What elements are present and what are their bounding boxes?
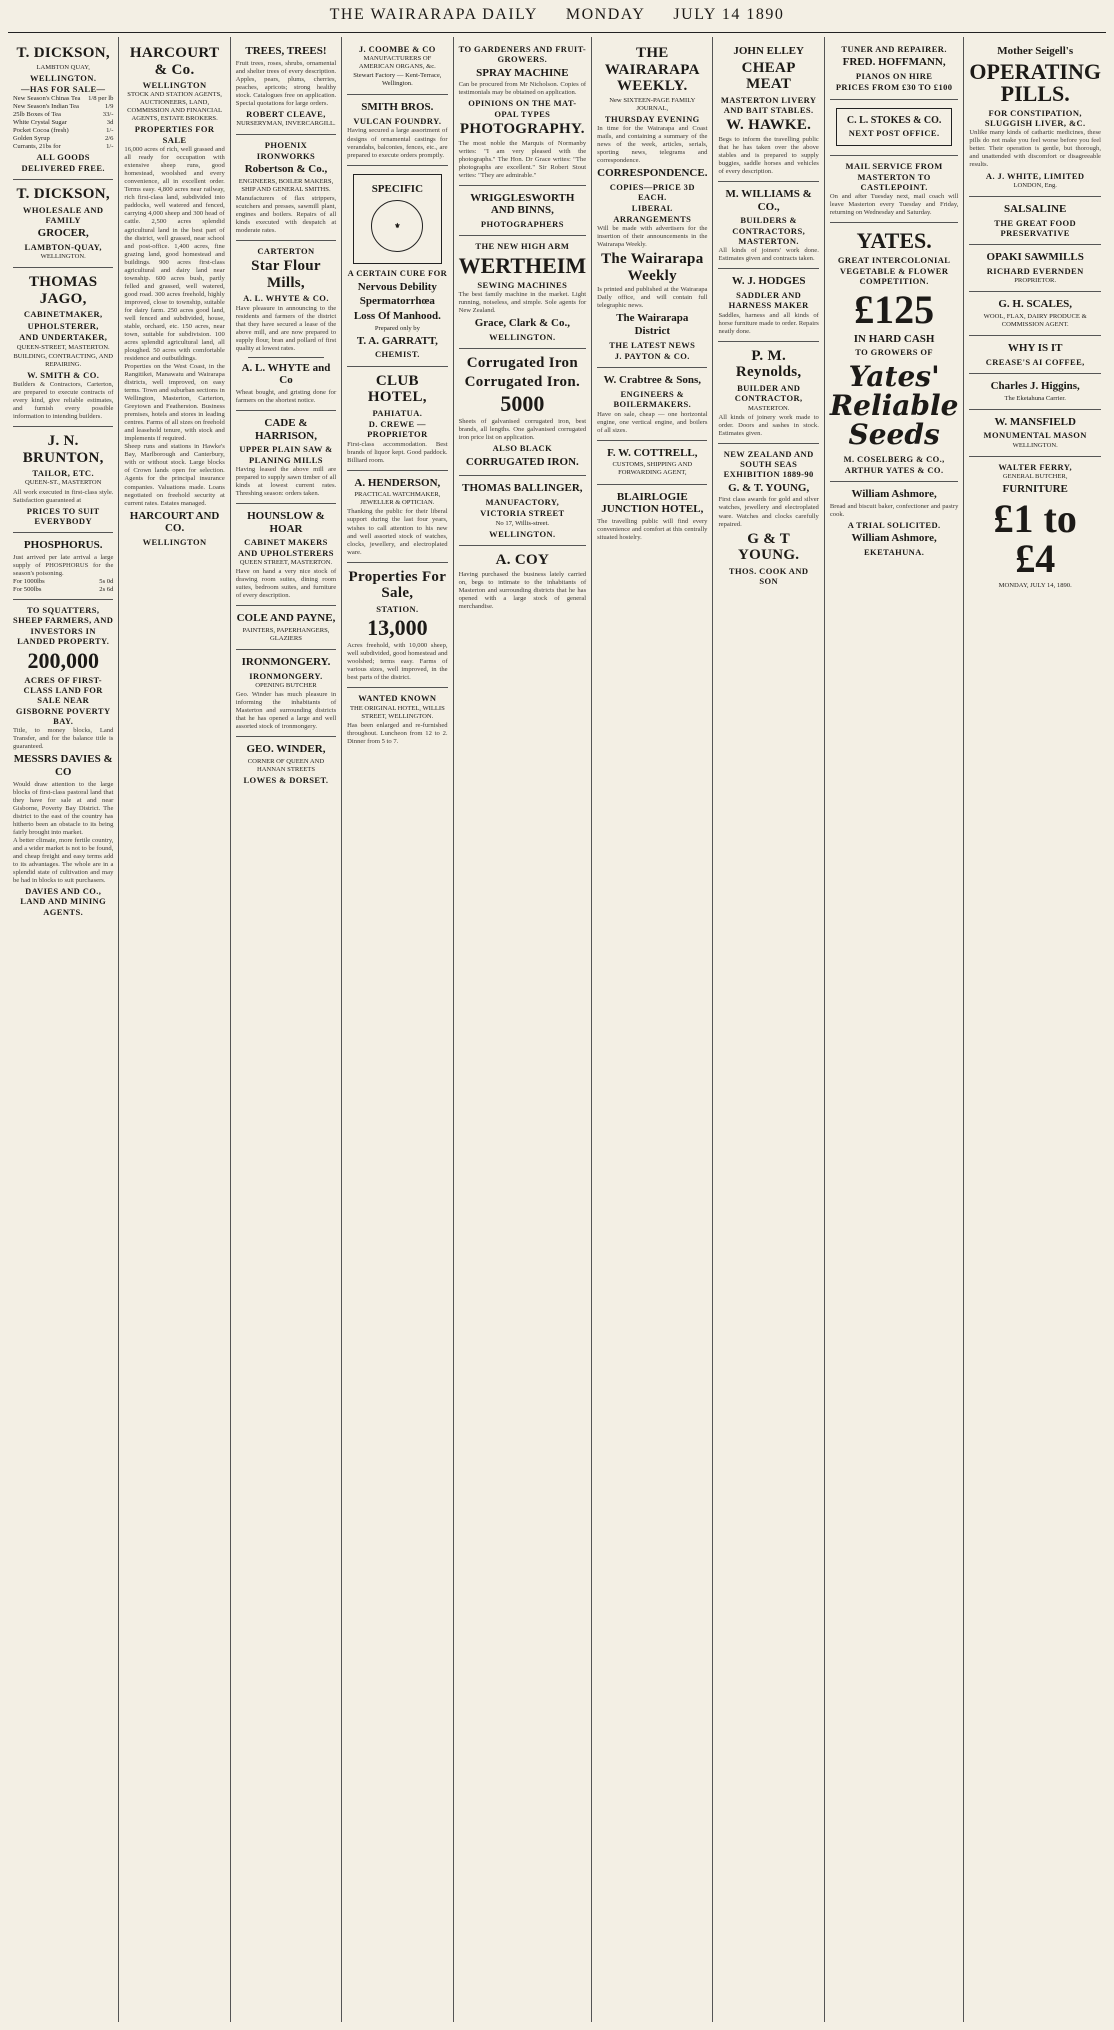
dickson-grocer-trade: GROCER, [37,227,89,240]
coy-ad: A. COY Having purchased the business lately carried on, begs to intimate to the inhabitants of Masterton and surrounding districts that he has opened with a large stock of general merchandise. [458,552,587,610]
jago-trade-1: CABINETMAKER, [23,309,103,320]
henderson-name: A. HENDERSON, [354,476,441,489]
spray-photo: PHOTOGRAPHY. [459,121,585,138]
trees-name: ROBERT CLEAVE, [246,108,326,119]
dickson-grocer-address: LAMBTON-QUAY, [24,242,102,253]
cottrell-name: F. W. COTTRELL, [607,446,698,459]
column-6 [592,37,713,2022]
davies-footer: DAVIES AND CO., LAND AND MINING AGENTS. [20,886,107,917]
brunton-address: QUEEN-ST., MASTERTON [24,479,102,487]
wrigglesworth-ad [459,186,587,237]
specific-ad [347,166,447,367]
spray-opinion: OPINIONS ON THE MAT-OPAL TYPES [468,98,577,119]
price-row: White Crystal Sugar 3d [13,119,114,127]
seigel-ad: Mother Seigell's OPERATING PILLS. FOR CONSTIPATION, SLUGGISH LIVER, &C. Unlike many kinds of cathartic medicines, these pills do not make you feel worse before you feel better. Their operation is gentle, but thorough, and unattended with discomfort or disagreeable results. A. J. WHITE, LIMITED LONDON, Eng. [969,39,1101,197]
original-hotel-ad: WANTED KNOWN THE ORIGINAL HOTEL, WILLIS STREET, WELLINGTON. Has been enlarged and re-furnished throughout. Luncheon from 12 to 2. Dinner from 5 to 7. [347,693,448,745]
masthead [8,6,1106,33]
dickson-city: WELLINGTON. [30,72,97,83]
brunton-trade: TAILOR, ETC. [32,468,94,479]
column-3 [231,37,342,2022]
specific-cure-3: Spermatorrhœa [359,295,435,308]
cole-sub: PAINTERS, PAPERHANGERS, GLAZIERS [242,626,330,642]
harcourt-sub: STOCK AND STATION AGENTS, AUCTIONEERS, LAND, COMMISSION AND FINANCIAL AGENTS, ESTATE BROKERS. [127,91,223,123]
post-title: MAIL SERVICE FROM MASTERTON TO CASTLEPOINT. [845,161,943,192]
dickson-address: LAMBTON QUAY, [36,63,90,71]
seigel-title-2: OPERATING PILLS. [969,58,1101,106]
hoffmann-pianos: PIANOS ON HIRE [855,71,933,81]
why-ad [969,336,1101,374]
ironmongery-sub: IRONMONGERY. [249,670,323,681]
elley-line: CHEAP MEAT [741,59,796,93]
crabtree-sub: ENGINEERS & BOILERMAKERS. [613,388,692,410]
squatters-title: TO SQUATTERS, SHEEP FARMERS, AND INVESTORS IN LANDED PROPERTY. [13,605,114,647]
jago-trade-2: UPHOLSTERER, [27,320,99,331]
young-exhibition: NEW ZEALAND AND SOUTH SEAS EXHIBITION 1889-90 [723,448,814,480]
ironmongery-title: IRONMONGERY. [241,656,331,669]
scales-name: G. H. SCALES, [998,298,1073,311]
harcourt-ad: HARCOURT & Co. WELLINGTON STOCK AND STATION AGENTS, AUCTIONEERS, LAND, COMMISSION AND FINANCIAL AGENTS, ESTATE BROKERS. PROPERTIES FOR SALE 16,000 acres of rich, well grassed and all ready for occupation with extensive sheep runs, good homestead, woolshed and every convenience, all in excellent order. Terms easy. 4,800 acres near railway, rich first-class land, subdivided into paddocks, well watered and fenced, carrying 4,000 sheep and 300 head of cattle. 2,500 acres splendid agricultural land in the best part of the district, well grassed, near school and post-office. 1,400 acres, fine grazing land, good homestead and buildings. 900 acres first-class agricultural and dairy land near township. 600 acres bush, partly felled and grassed, well watered, good road. 300 acres freehold, highly improved, close to township, suitable for dairy farm. 250 acres good land, well fenced and subdivided, house, stable, orchard, etc. 150 acres, near town, suitable for subdivision. 100 acres splendid agricultural land, all ploughed. 50 acres with comfortable residence and outbuildings. Properties on the West Coast, in the Rangitikei, Manawatu and Wairarapa districts, well improved, on easy terms. Town and suburban sections in Wellington, Masterton, Carterton, Greytown and Featherston. Business premises, hotels and stores in leading centres. Farms of all sizes on freehold and leasehold tenure, with stock and implements if required. Sheep runs and stations in Hawke's Bay, Marlborough and Canterbury, with or without stock. Large blocks of Crown lands open for selection. Agents for the principal insurance companies. Valuations made. Loans negotiated on freehold security at current rates. Estates managed. HARCOURT AND CO. WELLINGTON [124,45,225,547]
carterton-ad: CARTERTON Star Flour Mills, A. L. WHYTE & CO. Have pleasure in announcing to the residents and farmers of the district that they have secured a lease of the above mill, and are now prepared to supply flour, bran and pollard of first quality at lowest rates. A. L. WHYTE and Co Wheat bought, and gristing done for farmers on the shortest notice. [236,241,336,411]
price-row: New Season's Chinas Tea 1/8 per lb [13,95,114,103]
why-brand: CREASE'S AI COFFEE, [985,356,1085,367]
davies-firm: MESSRS DAVIES & CO [13,753,113,779]
coombe-ad [347,39,447,95]
brunton-name: J. N. BRUNTON, [22,433,104,466]
hodges-sub: SADDLER AND HARNESS MAKER [728,290,809,311]
ferry-furniture: FURNITURE [1002,483,1068,496]
corrugated-title: Corrugated Iron [466,355,578,372]
phosphorus-title: PHOSPHORUS. [23,539,103,552]
reynolds-name: P. M. Reynolds, [735,347,802,381]
column-5 [454,37,593,2022]
stokes-ad [830,100,959,157]
column-9 [964,37,1106,2022]
stokes-box [836,108,953,147]
jago-name: THOMAS JAGO, [28,274,98,307]
phosphorus-price-list [13,578,113,594]
yates-ad [830,223,959,482]
weekly-district: The Wairarapa District [616,312,689,337]
coombe-sub: MANUFACTURERS OF AMERICAN ORGANS, &c. [358,55,436,71]
winder-name: GEO. WINDER, [246,743,326,756]
harcourt-city: WELLINGTON [142,80,207,90]
properties-ad: Properties For Sale, STATION. 13,000 Acres freehold, with 10,000 sheep, well subdivided, good homestead and woolshed; terms easy. Farms of various sizes, well improved, in the best parts of the district. [347,563,447,689]
original-name: THE ORIGINAL HOTEL, WILLIS STREET, WELLINGTON. [349,704,445,720]
original-wanted: WANTED KNOWN [358,693,437,704]
dickson-name: T. DICKSON, [16,45,110,61]
carterton-firm: A. L. WHYTE & CO. [243,293,329,304]
club-proprietor: D. CREWE — PROPRIETOR [367,418,428,440]
wertheim-sub: SEWING MACHINES [477,279,568,290]
harcourt-name: HARCOURT & Co. [129,45,220,78]
specific-prepared: Prepared only by [374,324,420,332]
white-name: A. J. WHITE, LIMITED [985,170,1085,181]
masthead-day: MONDAY [565,6,646,23]
hodges-ad: W. J. HODGES SADDLER AND HARNESS MAKER Saddles, harness and all kinds of horse furniture made to order. Repairs neatly done. [718,269,818,341]
hodges-name: W. J. HODGES [731,275,806,288]
cottrell-ad [597,441,707,485]
higgins-sub: The Eketahuna Carrier. [1004,394,1066,402]
dickson-ad [13,39,113,180]
column-7 [713,37,824,2022]
specific-cure-4: Loss Of Manhood. [353,309,441,322]
page-footer-date: MONDAY, JULY 14, 1890. [998,581,1072,589]
jago-address: QUEEN-STREET, MASTERTON. [16,343,110,351]
opaki-title: OPAKI SAWMILLS [986,251,1084,264]
phosphorus-ad: PHOSPHORUS. Just arrived per late arrival a large supply of PHOSPHORUS for the season's poisoning. For 1000lbs 5s 0d For 500lbs 2s 6d [13,533,113,600]
elley-name: JOHN ELLEY [733,45,804,57]
phoenix-title: PHOENIX IRONWORKS [256,140,316,161]
elley-stables: MASTERTON LIVERY AND BAIT STABLES. [720,94,817,115]
wertheim-ad: THE NEW HIGH ARM WERTHEIM SEWING MACHINES The best family machine in the market. Light running, noiseless, and simple. Sole agents for New Zealand. Grace, Clark & Co., WELLINGTON. [459,236,587,349]
cottrell-sub: CUSTOMS, SHIPPING AND FORWARDING AGENT, [612,461,693,477]
corrugated-title-2: Corrugated Iron. [464,373,581,390]
price-row: Pocket Cocoa (fresh) 1/- [13,127,114,135]
brunton-tagline: PRICES TO SUIT EVERYBODY [26,505,100,526]
grace-name: Grace, Clark & Co., [474,317,570,330]
jago-firm: W. SMITH & CO. [27,369,100,380]
blairlogie-name: BLAIRLOGIE JUNCTION HOTEL, [601,490,704,516]
trees-ad: TREES, TREES! Fruit trees, roses, shrubs, ornamental and shelter trees of every description. Apples, pears, plums, cherries, peaches, apricots; strong healthy stock. Catalogues free on application. Special quotations for large orders. ROBERT CLEAVE, NURSERYMAN, INVERCARGILL. [236,39,336,135]
ballinger-street-2: No 17, Willis-street. [495,519,550,527]
jago-line: BUILDING, CONTRACTING, AND REPAIRING. [13,352,114,368]
yates-amount: £125 [854,286,935,332]
weekly-sub: New SIXTEEN-PAGE FAMILY JOURNAL, [609,96,696,112]
cade-sub: UPPER PLAIN SAW & PLANING MILLS [239,444,333,465]
phoenix-sub: ENGINEERS, BOILER MAKERS, SHIP AND GENERAL SMITHS. [238,177,334,193]
columns [8,37,1106,2022]
price-row: For 500lbs 2s 6d [13,586,114,594]
price-range: £1 to £4 [993,495,1077,581]
smith-name: SMITH BROS. [361,101,434,114]
corrugated-amount: 5000 [500,391,545,417]
higgins-ad [969,374,1101,410]
opaki-role: PROPRIETOR. [1014,277,1057,285]
weekly-latest: THE LATEST NEWS [609,339,696,350]
ashmore-ad: William Ashmore, Bread and biscuit baker, confectioner and pastry cook. A TRIAL SOLICITED. William Ashmore, EKETAHUNA. [829,488,959,558]
salsaline-ad [969,197,1101,245]
dickson-sub: —HAS FOR SALE— [20,83,106,94]
jago-ad: THOMAS JAGO, CABINETMAKER, UPHOLSTERER, AND UNDERTAKER, QUEEN-STREET, MASTERTON. BUILDING, CONTRACTING, AND REPAIRING. W. SMITH & CO. Builders & Contractors, Carterton, are prepared to execute contracts of every kind, give reliable estimates, and furnish every possible information to intending builders. [13,268,113,427]
seigel-sub: FOR CONSTIPATION, SLUGGISH LIVER, &C. [984,107,1086,128]
williams-name: M. WILLIAMS & CO., [725,188,812,213]
wertheim-title: THE NEW HIGH ARM [475,241,570,252]
masthead-date: JULY 14 1890 [673,6,785,23]
reynolds-ad: P. M. Reynolds, BUILDER AND CONTRACTOR, MASTERTON. All kinds of joinery work made to order. Doors and sashes in stock. Estimates given. [718,342,818,444]
ballinger-sub: MANUFACTORY, [485,496,560,507]
wertheim-name: WERTHEIM [458,252,587,278]
trees-sub: NURSERYMAN, INVERCARGILL. [236,120,336,128]
weekly-arrangements: LIBERAL ARRANGEMENTS [613,203,692,224]
harcourt-heading: PROPERTIES FOR SALE [134,124,215,145]
ironmongery-note: OPENING BUTCHER [255,682,317,690]
young-cook: THOS. COOK AND SON [728,565,809,586]
elley-ad: JOHN ELLEY CHEAP MEAT MASTERTON LIVERY AND BAIT STABLES. W. HAWKE. Begs to inform the travelling public that he has taken over the above stables and is prepared to supply buggies, saddle horses and vehicles of every description. [718,39,818,182]
trees-title: TREES, TREES! [245,45,327,57]
hounslow-ad: HOUNSLOW & HOAR CABINET MAKERS AND UPHOLSTERERS QUEEN STREET, MASTERTON. Have on hand a very nice stock of drawing room suites, dining room suites, bedroom suites, and furniture of every description. [236,504,336,606]
williams-ad: M. WILLIAMS & CO., BUILDERS & CONTRACTORS, MASTERTON. All kinds of joiners' work done. Estimates given and contracts taken. [718,182,818,269]
dickson-grocer-city: WELLINGTON. [40,253,86,261]
specific-title: SPECIFIC [371,182,424,195]
column-4 [342,37,453,2022]
hoffmann-prices: PRICES FROM £30 TO £100 [835,82,953,93]
properties-sub: STATION. [376,603,419,614]
winder-footer: LOWES & DORSET. [243,774,329,785]
yates-firm: M. COSELBERG & CO., [843,453,945,464]
column-1 [8,37,119,2022]
wrigglesworth-sub: PHOTOGRAPHERS [480,219,564,230]
henderson-ad: A. HENDERSON, PRACTICAL WATCHMAKER, JEWELLER & OPTICIAN. Thanking the public for their liberal support during the last four years, wishes to call attention to his new and well assorted stock of watches, clocks, jewellery, and electroplated ware. [347,471,447,563]
weekly-ad: THE WAIRARAPA WEEKLY. New SIXTEEN-PAGE FAMILY JOURNAL, THURSDAY EVENING In time for the Wairarapa and Coast mails, and containing a summary of the news of the week, articles, serials, sporting news, telegrams and correspondence. CORRESPONDENCE. COPIES—PRICE 3D EACH. LIBERAL ARRANGEMENTS Will be made with advertisers for the insertion of their announcements in the Wairarapa Weekly. The Wairarapa Weekly Is printed and published at the Wairarapa Daily office, and will contain full telegraphic news. The Wairarapa District THE LATEST NEWS J. PAYTON & CO. [597,39,707,368]
masthead-title: THE WAIRARAPA DAILY [329,6,538,23]
winder-sub: CORNER OF QUEEN AND HANNAN STREETS [247,757,325,773]
ferry-name: WALTER FERRY, [998,461,1073,472]
cade-ad: CADE & HARRISON, UPPER PLAIN SAW & PLANING MILLS Having leased the above mill are prepared to supply sawn timber of all kinds at lowest current rates. Threshing season: orders taken. [236,411,336,504]
smith-ad: SMITH BROS. VULCAN FOUNDRY. Having secured a large assortment of designs of ornamental castings for verandahs, balconies, fences, etc., are prepared to execute orders promptly. [347,95,447,165]
scales-sub: WOOL, FLAX, DAIRY PRODUCE & COMMISSION AGENT. [983,312,1087,328]
crabtree-name: W. Crabtree & Sons, [603,374,702,387]
hounslow-sub: CABINET MAKERS AND UPHOLSTERERS [238,537,334,558]
spray-sub: SPRAY MACHINE [476,66,569,79]
weekly-weekly-2: The Wairarapa Weekly [601,251,704,284]
blairlogie-ad: BLAIRLOGIE JUNCTION HOTEL, The travelling public will find every convenience and comfort at this centrally situated hostelry. [597,490,708,541]
young-name-2: G & T YOUNG. [737,530,800,564]
salsaline-title: SALSALINE [1004,202,1067,215]
squatters-ad: TO SQUATTERS, SHEEP FARMERS, AND INVESTORS IN LANDED PROPERTY. 200,000 ACRES OF FIRST-CLASS LAND FOR SALE NEAR GISBORNE POVERTY BAY. Title, to money blocks, Land Transfer, and for the balance title is guaranteed. MESSRS DAVIES & CO Would draw attention to the large blocks of first-class pastoral land that they have for sale at and near Gisborne, Poverty Bay District. The district to the east of the country has hitherto been an obstacle to its being fairly brought into market. A better climate, more fertile country, and a wider market is not to be found, and cheap freight and easy terms add to its advantages. The whole are in a splendid state of cultivation and may be had in blocks to suit purchasers. DAVIES AND CO., LAND AND MINING AGENTS. [13,605,114,917]
dickson-grocer-ad [13,180,113,268]
cole-ad [236,606,336,650]
mansfield-name: W. MANSFIELD [994,415,1076,428]
coy-name: A. COY [495,552,550,569]
weekly-payton: J. PAYTON & CO. [614,350,690,361]
ferry-ad [969,457,1101,596]
stokes-sub: NEXT POST OFFICE. [848,127,940,138]
post-ad: MAIL SERVICE FROM MASTERTON TO CASTLEPOINT. On and after Tuesday next, mail coach will leave Masterton every Tuesday and Friday, returning on Wednesday and Saturday. [830,156,959,223]
winder-ad [236,737,336,791]
henderson-sub: PRACTICAL WATCHMAKER, JEWELLER & OPTICIAN. [354,491,441,507]
weekly-price: COPIES—PRICE 3D EACH. [609,181,695,203]
mansfield-ad [969,410,1101,457]
mansfield-sub: MONUMENTAL MASON [983,430,1087,441]
white-city: LONDON, Eng. [1013,181,1057,189]
ironmongery-ad: IRONMONGERY. IRONMONGERY. OPENING BUTCHER Geo. Winder has much pleasure in informing the inhabitants of Masterton and surrounding districts that he has opened a large and well assorted stock of ironmongery. [236,650,336,737]
opaki-ad [969,245,1101,292]
ballinger-street: VICTORIA STREET [480,508,565,519]
phoenix-ad: PHOENIX IRONWORKS Robertson & Co., ENGINEERS, BOILER MAKERS, SHIP AND GENERAL SMITHS. Manufacturers of flax strippers, scutchers and presses, sawmill plant, engines and boilers. Repairs of all kinds executed with despatch at moderate rates. [236,135,336,241]
column-8 [825,37,965,2022]
brunton-ad: J. N. BRUNTON, TAILOR, ETC. QUEEN-ST., MASTERTON All work executed in first-class style. Satisfaction guaranteed at PRICES TO SUIT EVERYBODY [13,427,113,533]
price-row: For 1000lbs 5s 0d [13,578,114,586]
hoffmann-title: TUNER AND REPAIRER. [841,44,947,54]
club-ad: CLUB HOTEL, PAHIATUA. D. CREWE — PROPRIETOR First-class accommodation. Best brands of liquor kept. Good paddock. Billiard room. [347,367,447,471]
hoffmann-ad [830,39,959,100]
grace-city: WELLINGTON. [489,331,556,342]
spray-title: TO GARDENERS AND FRUIT-GROWERS. [458,44,587,65]
specific-cure-2: Nervous Debility [357,280,437,293]
yates-to: TO GROWERS OF [855,347,934,358]
jago-trade-3: AND UNDERTAKER, [19,332,108,343]
price-row: Currants, 21bs for 1/- [13,143,114,151]
coombe-name: J. COOMBE & CO [358,44,436,54]
price-row: 25lb Boxes of Tea 33/- [13,111,114,119]
yates-name: YATES. [856,228,932,254]
phoenix-firm: Robertson & Co., [244,162,328,175]
yates-firm-2: ARTHUR YATES & CO. [844,465,944,476]
column-2 [119,37,230,2022]
harcourt-footer: HARCOURT AND CO. [129,509,220,535]
hawke-name: W. HAWKE. [726,117,812,134]
corrugated-black: ALSO BLACK [492,443,553,454]
ashmore-city: EKETAHUNA. [863,547,925,558]
price-row: New Season's Indian Tea 1/9 [13,103,114,111]
properties-title: Properties For Sale, [348,568,447,602]
young-name: G. & T. YOUNG, [728,481,810,494]
carterton-mill: Star Flour Mills, [251,258,321,291]
ferry-sub: GENERAL BUTCHER, [1002,473,1068,481]
squatters-amount: 200,000 [27,647,99,673]
opaki-name: RICHARD EVERNDEN [986,265,1084,276]
crabtree-ad: W. Crabtree & Sons, ENGINEERS & BOILERMAKERS. Have on sale, cheap — one horizontal engine, one vertical engine, and boilers of all sizes. [597,368,707,440]
scales-ad [969,292,1101,336]
ballinger-name: THOMAS BALLINGER, [462,482,583,495]
salsaline-sub: THE GREAT FOOD PRESERVATIVE [994,217,1077,238]
hounslow-address: QUEEN STREET, MASTERTON. [239,559,333,567]
dickson-grocer-name: T. DICKSON, [16,186,110,203]
weekly-day: THURSDAY EVENING [604,113,700,124]
corrugated-ad: Corrugated Iron Corrugated Iron. 5000 Sheets of galvanised corrugated iron, best brands, all lengths. One galvanised corrugated iron price list on application. ALSO BLACK CORRUGATED IRON. [459,349,587,476]
club-name: CLUB HOTEL, [367,372,427,406]
ashmore-name: William Ashmore, [851,488,937,501]
yates-cash: IN HARD CASH [853,332,935,345]
why-title: WHY IS IT [1007,342,1063,354]
dickson-grocer-line: WHOLESALE AND FAMILY [22,204,104,226]
ballinger-city: WELLINGTON. [489,528,556,539]
stokes-name: C. L. STOKES & CO. [846,114,942,126]
carterton-title: CARTERTON [257,245,315,256]
coombe-address: Stewart Factory — Kent-Terrace, Wellington. [353,72,442,88]
specific-box [353,174,441,265]
corrugated-black-2: CORRUGATED IRON. [465,455,579,468]
hoffmann-name: FRED. HOFFMANN, [842,56,946,69]
yates-sub: GREAT INTERCOLONIAL VEGETABLE & FLOWER COMPETITION. [837,255,951,287]
dickson-footer: ALL GOODS DELIVERED FREE. [21,152,105,173]
williams-sub: BUILDERS & CONTRACTORS, MASTERTON. [732,215,806,247]
ballinger-ad [459,476,587,546]
carterton-firm-2: A. L. WHYTE and Co [241,361,331,387]
young-ad: NEW ZEALAND AND SOUTH SEAS EXHIBITION 1889-90 G. & T. YOUNG, First class awards for gold and silver watches, jewellery and electroplated ware. Watches and clocks carefully repaired. G & T YOUNG. THOS. COOK AND SON [718,448,819,586]
harcourt-footer-city: WELLINGTON [142,536,207,547]
properties-acres: 13,000 [367,614,428,640]
weekly-section: CORRESPONDENCE. [597,167,708,180]
reynolds-city: MASTERTON. [747,404,790,412]
specific-cure: A CERTAIN CURE FOR [347,268,448,279]
wrigglesworth-name: WRIGGLESWORTH AND BINNS, [470,191,575,217]
reynolds-sub: BUILDER AND CONTRACTOR, [734,382,803,404]
higgins-name: Charles J. Higgins, [990,380,1080,392]
price-row: Golden Syrup 2/6 [13,135,114,143]
weekly-title: THE WAIRARAPA WEEKLY. [604,45,700,94]
dickson-price-list [13,95,113,151]
ashmore-trial: A TRIAL SOLICITED. [847,520,941,531]
club-city: PAHIATUA. [372,407,423,418]
squatters-desc: ACRES OF FIRST-CLASS LAND FOR SALE NEAR GISBORNE POVERTY BAY. [15,674,111,726]
specific-chemist: T. A. GARRATT, [356,334,438,347]
yates-logo: Yates' Reliable Seeds [829,359,959,452]
seigel-title: Mother Seigell's [997,45,1074,57]
seal-icon: ⚜ [371,200,423,252]
spray-ad: TO GARDENERS AND FRUIT-GROWERS. SPRAY MACHINE Can be procured from Mr Nicholson. Copies of testimonials may be obtained on application. OPINIONS ON THE MAT-OPAL TYPES PHOTOGRAPHY. The most noble the Marquis of Normanby writes: "I am very pleased with the photographs." The Hon. Dr Grace writes: "The photographs are excellent." Sir Robert Stout writes: "They are admirable." [459,39,587,186]
ashmore-name-2: William Ashmore, [851,532,937,545]
smith-sub: VULCAN FOUNDRY. [353,116,442,127]
mansfield-city: WELLINGTON. [1012,441,1058,449]
cade-name: CADE & HARRISON, [254,417,317,442]
cole-name: COLE AND PAYNE, [236,612,336,625]
specific-chemist-2: CHEMIST. [374,349,420,360]
hounslow-name: HOUNSLOW & HOAR [247,510,325,535]
